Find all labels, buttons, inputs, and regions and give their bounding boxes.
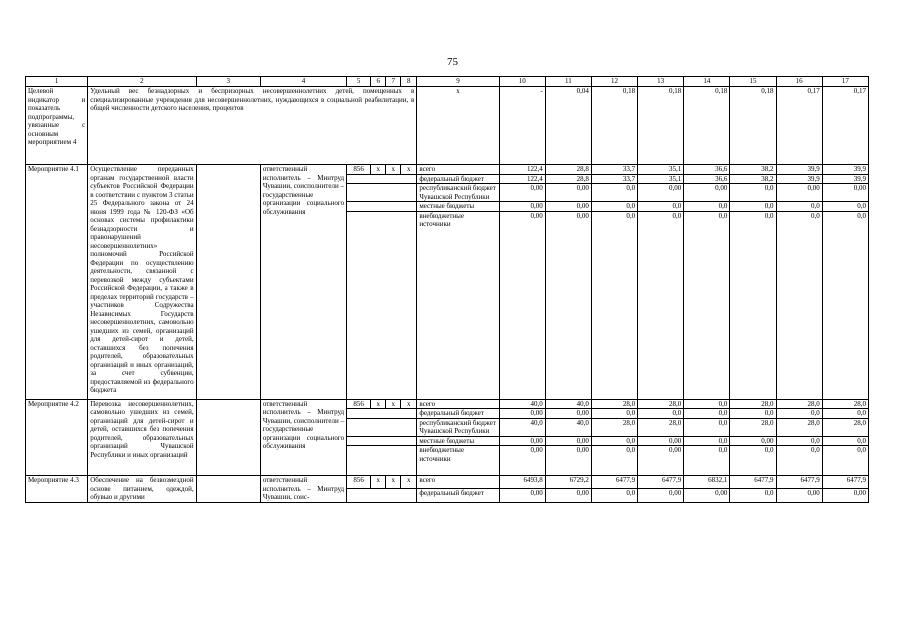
funding-value: 0,0	[684, 211, 730, 399]
funding-value: 36,6	[684, 165, 730, 175]
measure-description: Обеспечение на безвозмездной основе питанием, одеждой, обувью и другими	[88, 476, 196, 503]
funding-value: 40,0	[499, 399, 545, 409]
column-number: 13	[638, 77, 684, 87]
funding-value: 0,0	[591, 446, 637, 476]
funding-value: 0,0	[638, 202, 684, 212]
funding-value: 0,0	[730, 409, 776, 419]
page-number: 75	[447, 56, 458, 68]
measure-name: Мероприятие 4.3	[26, 476, 88, 503]
funding-value: 0,0	[822, 446, 868, 476]
funding-value: 0,0	[591, 488, 637, 502]
funding-value: 0,00	[638, 488, 684, 502]
column-number: 10	[499, 77, 545, 87]
funding-value: 6477,9	[822, 476, 868, 489]
funding-value: 0,00	[545, 184, 591, 202]
column-number: 6	[371, 77, 386, 87]
funding-source: республиканский бюджет Чувашской Республики	[417, 418, 499, 436]
funding-value: 0,00	[545, 436, 591, 446]
table-row	[26, 476, 869, 489]
blank-cell	[347, 418, 417, 436]
blank-cell	[347, 211, 417, 399]
blank-cell	[347, 184, 417, 202]
funding-value: 0,00	[776, 184, 822, 202]
funding-value: 28,0	[730, 399, 776, 409]
funding-value: 0,00	[638, 184, 684, 202]
funding-value: 28,8	[545, 174, 591, 184]
funding-value: 38,2	[730, 165, 776, 175]
funding-value: 0,0	[730, 202, 776, 212]
funding-value: 6729,2	[545, 476, 591, 489]
blank-cell	[347, 409, 417, 419]
column-number: 14	[684, 77, 730, 87]
funding-value: 35,1	[638, 174, 684, 184]
funding-value: 0,0	[591, 202, 637, 212]
blank-cell	[347, 202, 417, 212]
funding-value: 0,00	[545, 446, 591, 476]
funding-value: 28,0	[822, 399, 868, 409]
column-number: 17	[822, 77, 868, 87]
funding-value: 0,0	[684, 418, 730, 436]
measure-code: 856	[347, 165, 371, 175]
funding-value: 36,6	[684, 174, 730, 184]
funding-value: 0,0	[822, 202, 868, 212]
indicator-value: 0,18	[638, 87, 684, 165]
funding-value: 0,00	[499, 409, 545, 419]
measure-code: х	[386, 165, 401, 175]
column-number: 5	[347, 77, 371, 87]
funding-value: 0,0	[776, 211, 822, 399]
funding-source: всего	[417, 165, 499, 175]
funding-value: 0,0	[591, 436, 637, 446]
indicator-value: -	[499, 87, 545, 165]
blank-cell	[196, 476, 260, 503]
measure-code: х	[401, 476, 417, 489]
funding-value: 0,00	[499, 202, 545, 212]
funding-value: 0,0	[776, 409, 822, 419]
funding-value: 0,0	[730, 488, 776, 502]
funding-value: 28,0	[638, 418, 684, 436]
funding-value: 0,0	[730, 211, 776, 399]
column-number: 12	[591, 77, 637, 87]
indicator-value: 0,04	[545, 87, 591, 165]
funding-value: 0,0	[730, 446, 776, 476]
measure-name: Мероприятие 4.2	[26, 399, 88, 476]
funding-value: 0,0	[776, 436, 822, 446]
column-number: 8	[401, 77, 417, 87]
indicator-value: 0,18	[730, 87, 776, 165]
funding-value: 28,0	[638, 399, 684, 409]
funding-value: 0,0	[591, 409, 637, 419]
measure-description: Осуществление переданных органам государственной власти субъектов Российской Федерации в соответствии с пунктом 3 статьи 25 Федерального закона от 24 июня 1999 года № 120-ФЗ «Об основах системы профилактики безнадзорности и правонарушений несовершеннолетних» полномочий Российской Федерации по осуществлению деятельности, связанной с перевозкой между субъектами Российской Федерации, а также в пределах территорий государств – участников Содружества Независимых Государств несовершеннолетних, самовольно ушедших из семей, организаций для детей-сирот и детей, оставшихся без попечения родителей, образовательных организаций и иных организаций, за счет субвенции, предоставляемой из федерального бюджета	[88, 165, 196, 400]
column-number: 3	[196, 77, 260, 87]
funding-value: 0,0	[730, 184, 776, 202]
funding-value: 33,7	[591, 174, 637, 184]
column-number: 2	[88, 77, 196, 87]
column-number-row	[26, 77, 869, 87]
column-number: 7	[386, 77, 401, 87]
funding-value: 0,0	[638, 211, 684, 399]
funding-value: 0,00	[545, 202, 591, 212]
indicator-source: х	[417, 87, 499, 165]
funding-value: 35,1	[638, 165, 684, 175]
funding-source: внебюджетные источники	[417, 211, 499, 399]
funding-source: внебюджетные источники	[417, 446, 499, 476]
funding-value: 6477,9	[591, 476, 637, 489]
funding-source: федеральный бюджет	[417, 488, 499, 502]
column-number: 15	[730, 77, 776, 87]
funding-value: 0,0	[822, 211, 868, 399]
funding-value: 28,0	[822, 418, 868, 436]
funding-value: 0,0	[822, 436, 868, 446]
measure-code: х	[371, 399, 386, 409]
funding-value: 0,00	[499, 436, 545, 446]
funding-source: федеральный бюджет	[417, 174, 499, 184]
funding-value: 0,0	[684, 446, 730, 476]
blank-cell	[347, 174, 417, 184]
funding-value: 0,00	[822, 488, 868, 502]
funding-value: 28,0	[591, 418, 637, 436]
measure-code: х	[401, 165, 417, 175]
funding-value: 40,0	[499, 418, 545, 436]
measure-executor: ответственный исполнитель – Минтруд Чувашии, соисполнители – государственные организации социального обслуживания	[260, 165, 346, 400]
funding-value: 39,9	[822, 174, 868, 184]
funding-value: 28,0	[776, 418, 822, 436]
table-row	[26, 399, 869, 409]
funding-value: 122,4	[499, 165, 545, 175]
measure-code: х	[386, 399, 401, 409]
indicator-value: 0,18	[684, 87, 730, 165]
funding-value: 38,2	[730, 174, 776, 184]
indicator-value: 0,18	[591, 87, 637, 165]
funding-value: 0,00	[545, 409, 591, 419]
funding-value: 6477,9	[638, 476, 684, 489]
funding-value: 0,00	[638, 446, 684, 476]
funding-source: республиканский бюджет Чувашской Республики	[417, 184, 499, 202]
funding-value: 0,00	[776, 488, 822, 502]
funding-value: 0,0	[684, 399, 730, 409]
measure-code: х	[401, 399, 417, 409]
column-number: 11	[545, 77, 591, 87]
funding-value: 33,7	[591, 165, 637, 175]
funding-value: 122,4	[499, 174, 545, 184]
measure-code: х	[371, 476, 386, 489]
indicator-value: 0,17	[822, 87, 868, 165]
funding-value: 28,8	[545, 165, 591, 175]
funding-value: 0,0	[776, 202, 822, 212]
funding-source: местные бюджеты	[417, 202, 499, 212]
funding-value: 28,0	[730, 418, 776, 436]
funding-source: местные бюджеты	[417, 436, 499, 446]
funding-value: 0,00	[499, 211, 545, 399]
funding-value: 0,0	[684, 409, 730, 419]
funding-source: федеральный бюджет	[417, 409, 499, 419]
blank-cell	[347, 446, 417, 476]
measure-description: Перевозка несовершеннолетних, самовольно ушедших из семей, организаций для детей-сирот и детей, оставшихся без попечения родителей, образовательных организаций Чувашской Республики и иных организаций	[88, 399, 196, 476]
funding-value: 6493,8	[499, 476, 545, 489]
funding-source: всего	[417, 476, 499, 489]
funding-value: 0,00	[545, 488, 591, 502]
indicator-row	[26, 87, 869, 165]
blank-cell	[347, 436, 417, 446]
funding-value: 28,0	[776, 399, 822, 409]
funding-value: 0,0	[684, 436, 730, 446]
blank-cell	[196, 165, 260, 400]
funding-value: 0,00	[730, 436, 776, 446]
column-number: 4	[260, 77, 346, 87]
funding-value: 0,00	[499, 184, 545, 202]
funding-value: 6477,9	[730, 476, 776, 489]
measure-code: 856	[347, 476, 371, 489]
funding-value: 0,00	[499, 446, 545, 476]
funding-value: 0,00	[684, 488, 730, 502]
funding-value: 28,0	[591, 399, 637, 409]
funding-value: 0,0	[684, 202, 730, 212]
funding-value: 0,00	[638, 436, 684, 446]
column-number: 1	[26, 77, 88, 87]
indicator-value: 0,17	[776, 87, 822, 165]
column-number: 9	[417, 77, 499, 87]
measure-name: Мероприятие 4.1	[26, 165, 88, 400]
funding-value: 0,0	[591, 184, 637, 202]
blank-cell	[196, 399, 260, 476]
funding-value: 6477,9	[776, 476, 822, 489]
budget-table	[25, 76, 869, 503]
funding-source: всего	[417, 399, 499, 409]
funding-value: 39,9	[776, 174, 822, 184]
table-body	[26, 77, 869, 503]
funding-value: 0,0	[822, 409, 868, 419]
funding-value: 0,0	[638, 409, 684, 419]
measure-code: 856	[347, 399, 371, 409]
funding-value: 39,9	[822, 165, 868, 175]
funding-value: 0,0	[591, 211, 637, 399]
indicator-label: Целевой индикатор и показатель подпрограммы, увязанные с основным мероприятием 4	[26, 87, 88, 165]
column-number: 16	[776, 77, 822, 87]
funding-value: 39,9	[776, 165, 822, 175]
funding-value: 40,0	[545, 418, 591, 436]
funding-value: 40,0	[545, 399, 591, 409]
measure-executor: ответственный исполнитель – Минтруд Чувашии, соис-	[260, 476, 346, 503]
blank-cell	[347, 488, 417, 502]
funding-value: 0,00	[545, 211, 591, 399]
funding-value: 6832,1	[684, 476, 730, 489]
funding-value: 0,00	[822, 184, 868, 202]
funding-value: 0,00	[499, 488, 545, 502]
funding-value: 0,0	[776, 446, 822, 476]
funding-value: 0,00	[684, 184, 730, 202]
measure-executor: ответственный исполнитель – Минтруд Чувашии, соисполнители – государственные организации социального обслуживания	[260, 399, 346, 476]
indicator-text: Удельный вес безнадзорных и беспризорных несовершеннолетних детей, помещенных в специализированные учреждения для несовершеннолетних, нуждающихся в социальной реабилитации, в общей численности детского населения, процентов	[88, 87, 417, 165]
measure-code: х	[386, 476, 401, 489]
measure-code: х	[371, 165, 386, 175]
table-row	[26, 165, 869, 175]
